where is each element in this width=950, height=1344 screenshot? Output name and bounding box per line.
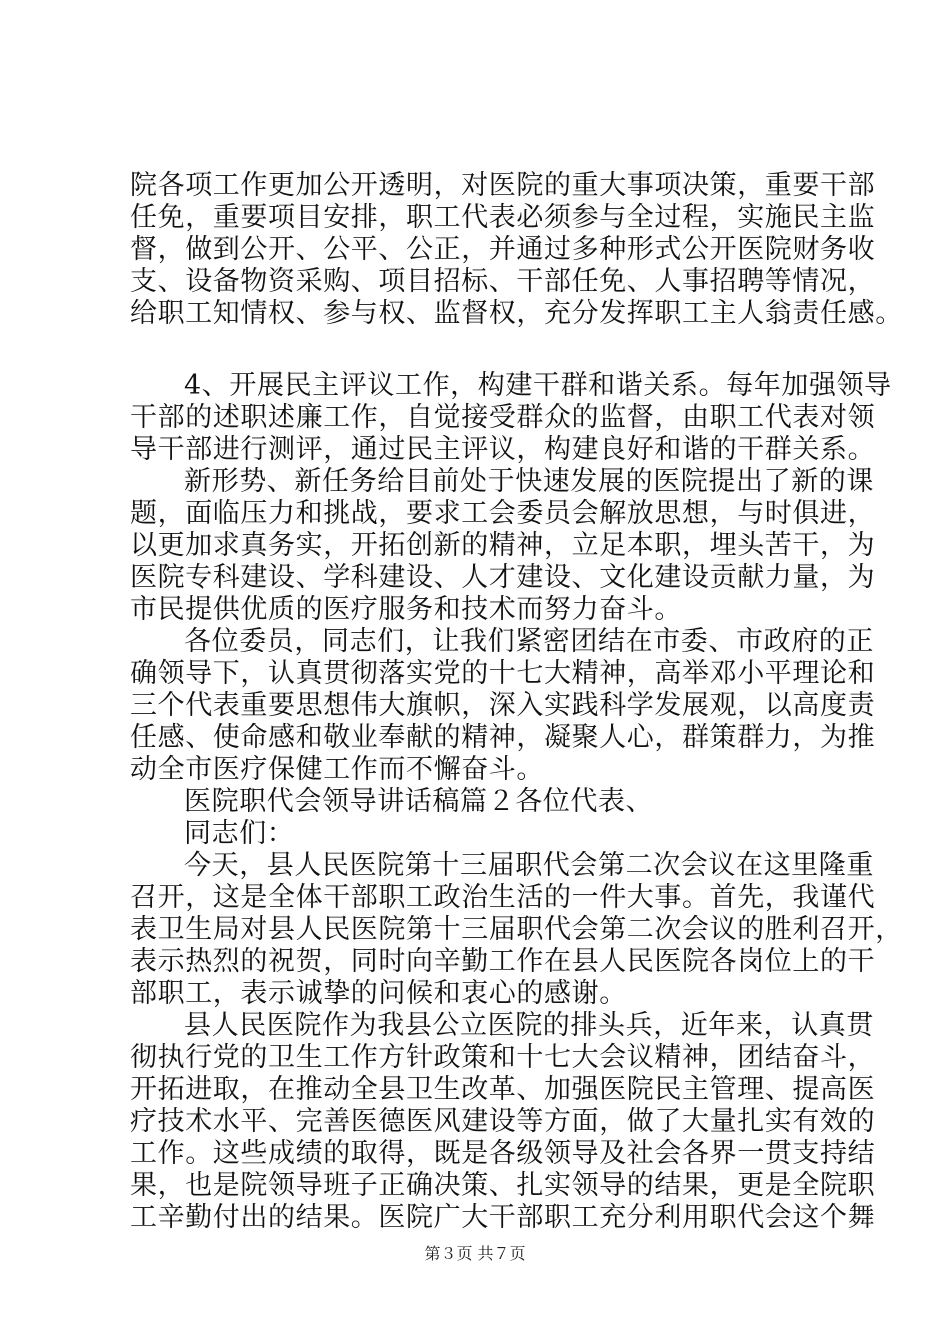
paragraph [130, 370, 892, 466]
text-line: 表示热烈的祝贺，同时向辛勤工作在县人民医院各岗位上的干 [130, 946, 876, 977]
text-line: 今天，县人民医院第十三届职代会第二次会议在这里隆重 [184, 850, 874, 881]
text-line: 支、设备物资采购、项目招标、干部任免、人事招聘等情况， [130, 266, 876, 297]
text-line: 召开，这是全体干部职工政治生活的一件大事。首先，我谨代 [130, 882, 876, 913]
text-line: 动全市医疗保健工作而不懈奋斗。 [130, 754, 544, 785]
text-line: 干部的述职述廉工作，自觉接受群众的监督，由职工代表对领 [130, 402, 876, 433]
text-line: 医院职代会领导讲话稿篇２各位代表、 [184, 786, 654, 817]
text-line: 院各项工作更加公开透明，对医院的重大事项决策，重要干部 [130, 170, 876, 201]
text-line: 县人民医院作为我县公立医院的排头兵，近年来，认真贯 [184, 1010, 874, 1041]
paragraph [130, 786, 842, 818]
paragraph [130, 850, 903, 1010]
text-line: 题，面临压力和挑战，要求工会委员会解放思想，与时俱进， [130, 498, 876, 529]
text-line: 督，做到公开、公平、公正，并通过多种形式公开医院财务收 [130, 234, 876, 265]
document-body [130, 170, 903, 1234]
paragraph [130, 466, 876, 626]
paragraph [130, 818, 842, 850]
text-line: 同志们： [184, 818, 295, 849]
text-line: 以更加求真务实，开拓创新的精神，立足本职，埋头苦干，为 [130, 530, 876, 561]
text-line: 三个代表重要思想伟大旗帜，深入实践科学发展观，以高度责 [130, 690, 876, 721]
text-line: 开拓进取，在推动全县卫生改革、加强医院民主管理、提高医 [130, 1074, 876, 1105]
text-line: 4、开展民主评议工作，构建干群和谐关系。每年加强领导 [184, 370, 892, 401]
text-line: 导干部进行测评，通过民主评议，构建良好和谐的干群关系。 [130, 434, 876, 465]
paragraph [130, 1010, 876, 1234]
text-line: 彻执行党的卫生工作方针政策和十七大会议精神，团结奋斗， [130, 1042, 876, 1073]
text-line: 表卫生局对县人民医院第十三届职代会第二次会议的胜利召开， [130, 914, 903, 945]
text-line: 部职工，表示诚挚的问候和衷心的感谢。 [130, 978, 627, 1009]
text-line: 给职工知情权、参与权、监督权，充分发挥职工主人翁责任感。 [130, 298, 903, 329]
text-line: 市民提供优质的医疗服务和技术而努力奋斗。 [130, 594, 682, 625]
page-number-footer: 第３页 共７页 [424, 1244, 526, 1263]
text-line: 新形势、新任务给目前处于快速发展的医院提出了新的课 [184, 466, 874, 497]
paragraph [130, 626, 876, 786]
text-line: 工作。这些成绩的取得，既是各级领导及社会各界一贯支持结 [130, 1138, 876, 1169]
text-line: 任免，重要项目安排，职工代表必须参与全过程，实施民主监 [130, 202, 876, 233]
text-line: 医院专科建设、学科建设、人才建设、文化建设贡献力量，为 [130, 562, 876, 593]
text-line: 确领导下，认真贯彻落实党的十七大精神，高举邓小平理论和 [130, 658, 876, 689]
paragraph-spacer [130, 330, 842, 370]
text-line: 疗技术水平、完善医德医风建设等方面，做了大量扎实有效的 [130, 1106, 876, 1137]
text-line: 工辛勤付出的结果。医院广大干部职工充分利用职代会这个舞 [130, 1202, 876, 1233]
text-line: 各位委员，同志们，让我们紧密团结在市委、市政府的正 [184, 626, 874, 657]
text-line: 果，也是院领导班子正确决策、扎实领导的结果，更是全院职 [130, 1170, 876, 1201]
paragraph [130, 170, 903, 330]
text-line: 任感、使命感和敬业奉献的精神，凝聚人心，群策群力，为推 [130, 722, 876, 753]
